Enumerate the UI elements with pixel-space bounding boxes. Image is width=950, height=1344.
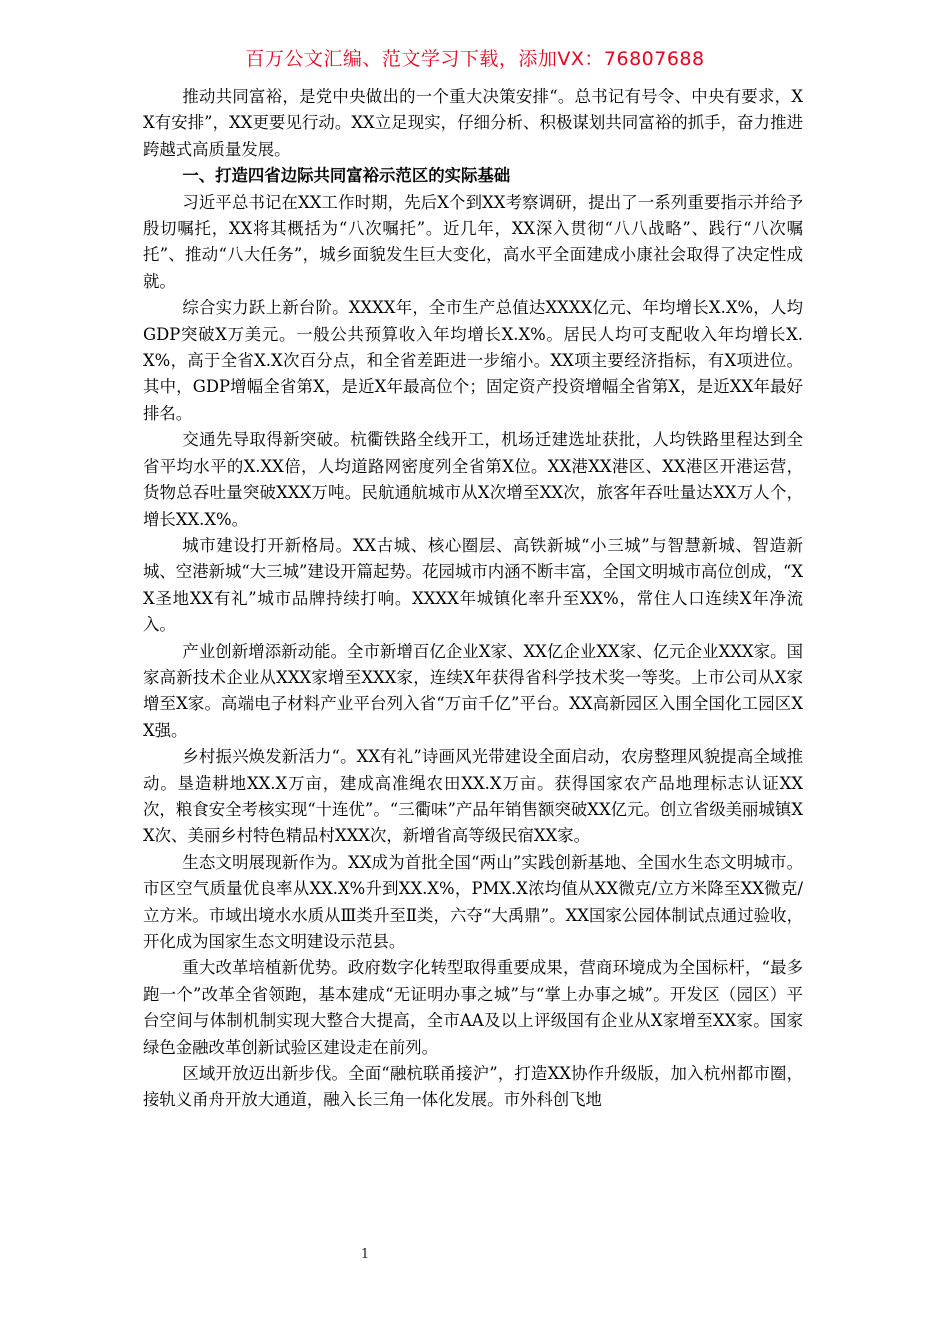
document-body — [143, 84, 803, 1114]
paragraph-economy: 综合实力跃上新台阶。XXXX年，全市生产总值达XXXX亿元、年均增长X.X%，人均GDP突破X万美元。一般公共预算收入年均增长X.X%。居民人均可支配收入年均增长X.X%，高于全省X.X次百分点，和全省差距进一步缩小。XX项主要经济指标，有X项进位。其中，GDP增幅全省第X，是近X年最高位个；固定资产投资增幅全省第X，是近XX年最好排名。 — [143, 298, 803, 423]
paragraph-urban: 城市建设打开新格局。XX古城、核心圈层、高铁新城“小三城”与智慧新城、智造新城、空港新城“大三城”建设开篇起势。花园城市内涵不断丰富，全国文明城市高位创成，“XX圣地XX有礼”城市品牌持续打响。XXXX年城镇化率升至XX%，常住人口连续X年净流入。 — [143, 535, 803, 635]
paragraph-reform: 重大改革培植新优势。政府数字化转型取得重要成果，营商环境成为全国标杆，“最多跑一个”改革全省领跑，基本建成“无证明办事之城”与“掌上办事之城”。开发区（园区）平台空间与体制机制实现大整合大提高，全市AA及以上评级国有企业从X家增至XX家。国家绿色金融改革创新试验区建设走在前列。 — [143, 958, 803, 1057]
paragraph-opening: 区域开放迈出新步伐。全面“融杭联甬接沪”，打造XX协作升级版，加入杭州都市圈，接轨义甬舟开放大通道，融入长三角一体化发展。市外科创飞地 — [143, 1064, 803, 1110]
paragraph-ecology: 生态文明展现新作为。XX成为首批全国“两山”实践创新基地、全国水生态文明城市。市区空气质量优良率从XX.X%升到XX.X%，PMX.X浓均值从XX微克/立方米降至XX微克/立方米。市域出境水水质从Ⅲ类升至Ⅱ类，六夺“大禹鼎”。XX国家公园体制试点通过验收，开化成为国家生态文明建设示范县。 — [143, 852, 803, 951]
paragraph-rural: 乡村振兴焕发新活力“。XX有礼”诗画风光带建设全面启动，农房整理风貌提高全域推动。垦造耕地XX.X万亩，建成高准绳农田XX.X万亩。获得国家农产品地理标志认证XX次，粮食安全考核实现“十连优”。“三衢味”产品年销售额突破XX亿元。创立省级美丽城镇XX次、美丽乡村特色精品村XXX次，新增省高等级民宿XX家。 — [143, 747, 803, 846]
paragraph-industry: 产业创新增添新动能。全市新增百亿企业X家、XX亿企业XX家、亿元企业XXX家。国家高新技术企业从XXX家增至XXX家，连续X年获得省科学技术奖一等奖。上市公司从X家增至X家。高端电子材料产业平台列入省“万亩千亿”平台。XX高新园区入围全国化工园区XX强。 — [143, 641, 803, 740]
section-heading-1: 一、打造四省边际共同富裕示范区的实际基础 — [182, 166, 511, 186]
paragraph-background: 习近平总书记在XX工作时期，先后X个到XX考察调研，提出了一系列重要指示并给予殷切嘱托，XX将其概括为“八次嘱托”。近几年，XX深入贯彻“八八战略”、践行“八次嘱托”、推动“八大任务”，城乡面貌发生巨大变化，高水平全面建成小康社会取得了决定性成就。 — [143, 192, 803, 291]
page-number: 1 — [360, 1247, 370, 1262]
paragraph-transport: 交通先导取得新突破。杭衢铁路全线开工，机场迁建选址获批，人均铁路里程达到全省平均水平的X.XX倍，人均道路网密度列全省第X位。XX港XX港区、XX港区开港运营，货物总吞吐量突破XXX万吨。民航通航城市从X次增至XX次，旅客年吞吐量达XX万人个，增长XX.X%。 — [143, 430, 803, 529]
header-banner: 百万公文汇编、范文学习下载，添加VX：76807688 — [245, 48, 705, 70]
paragraph-intro: 推动共同富裕，是党中央做出的一个重大决策安排“。总书记有号令、中央有要求，XX有安排”，XX更要见行动。XX立足现实，仔细分析、积极谋划共同富裕的抓手，奋力推进跨越式高质量发展。 — [143, 87, 803, 159]
